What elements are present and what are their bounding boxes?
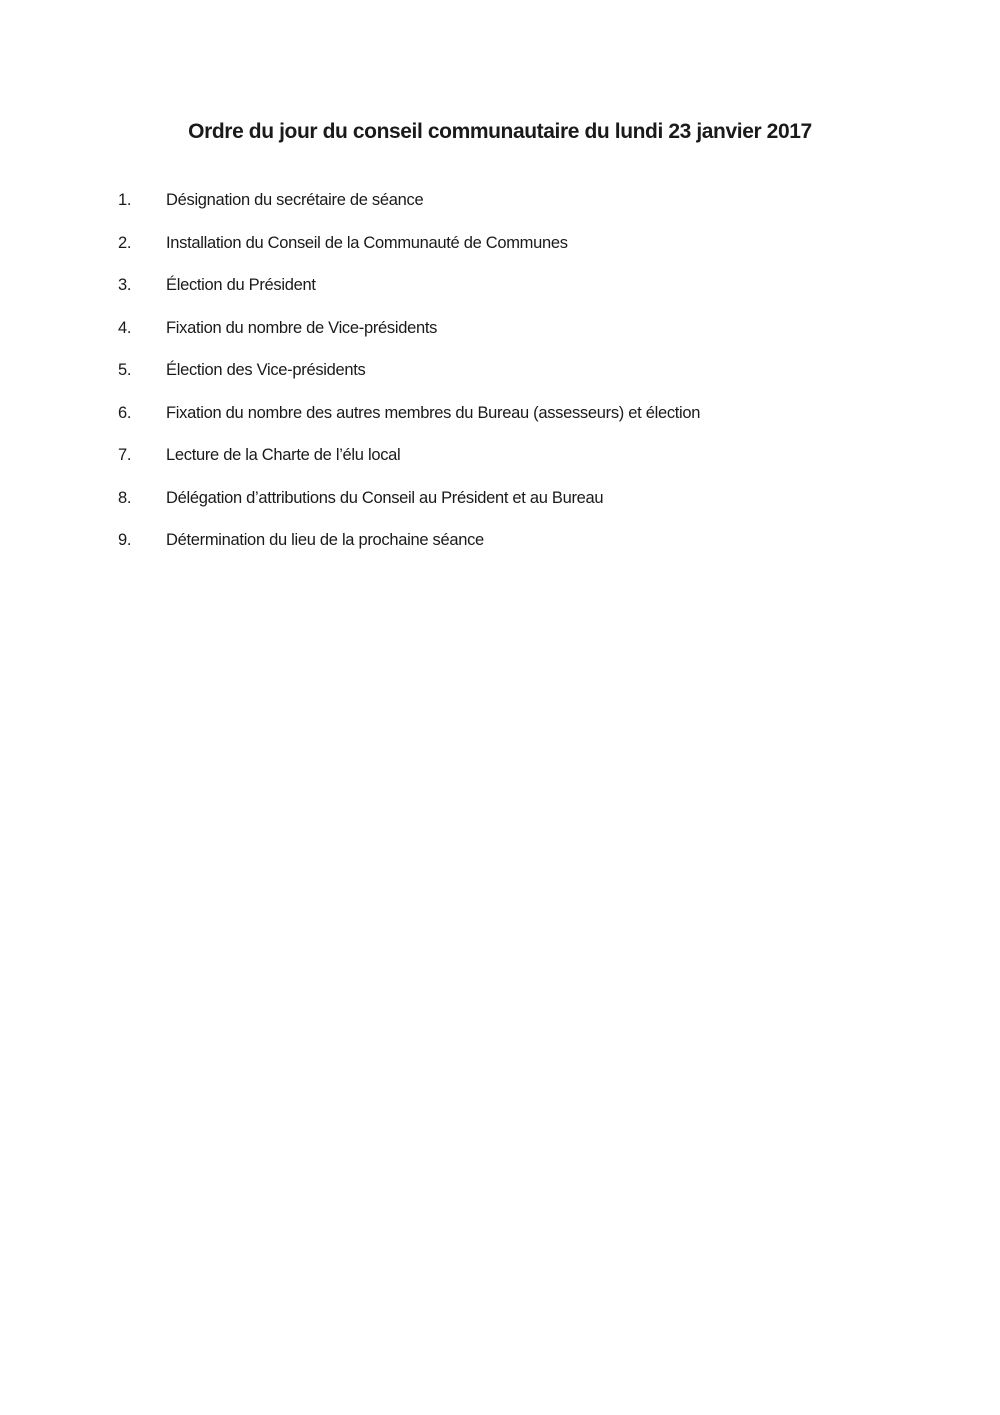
agenda-item-number: 3.: [118, 276, 132, 294]
agenda-item-text: Fixation du nombre des autres membres du Bureau (assesseurs) et élection: [166, 403, 701, 422]
agenda-item-text: Installation du Conseil de la Communauté de Communes: [166, 233, 568, 252]
agenda-item-text: Fixation du nombre de Vice-présidents: [166, 318, 438, 337]
agenda-item-text: Délégation d’attributions du Conseil au Président et au Bureau: [166, 488, 604, 507]
agenda-item-number: 5.: [118, 361, 132, 379]
agenda-item-text: Élection du Président: [166, 276, 316, 294]
agenda-item-number: 8.: [118, 488, 132, 507]
agenda-item-7: [118, 441, 918, 484]
agenda-item-number: 4.: [118, 318, 132, 337]
agenda-item-text: Détermination du lieu de la prochaine séance: [166, 531, 484, 549]
agenda-item-text: Élection des Vice-présidents: [166, 361, 366, 379]
document-title: Ordre du jour du conseil communautaire du lundi 23 janvier 2017: [188, 120, 812, 143]
agenda-item-number: 7.: [118, 446, 132, 464]
agenda-item-6: [118, 399, 918, 442]
agenda-item-5: [118, 356, 918, 399]
agenda-item-4: [118, 314, 918, 357]
agenda-item-number: 2.: [118, 233, 132, 252]
agenda-item-9: [118, 526, 918, 569]
agenda-item-number: 1.: [118, 191, 132, 209]
agenda-list: [118, 186, 918, 569]
agenda-item-8: [118, 484, 918, 527]
agenda-item-number: 6.: [118, 403, 132, 422]
agenda-item-3: [118, 271, 918, 314]
agenda-item-2: [118, 229, 918, 272]
agenda-item-number: 9.: [118, 531, 132, 549]
agenda-item-1: [118, 186, 918, 229]
agenda-item-text: Lecture de la Charte de l’élu local: [166, 446, 401, 464]
agenda-item-text: Désignation du secrétaire de séance: [166, 191, 424, 209]
